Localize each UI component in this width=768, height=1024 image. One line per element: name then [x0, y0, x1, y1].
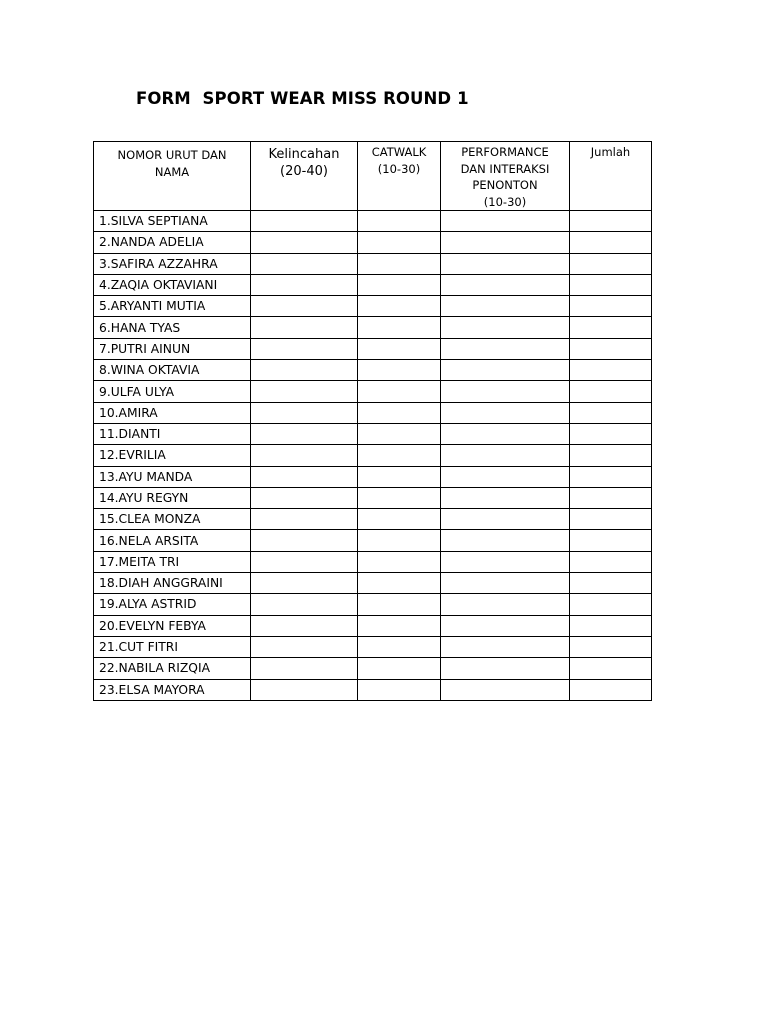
table-row — [94, 466, 652, 487]
performance-score-cell[interactable] — [441, 253, 570, 274]
header-jumlah: Jumlah — [570, 142, 652, 211]
performance-score-cell[interactable] — [441, 636, 570, 657]
participant-name: 3.SAFIRA AZZAHRA — [94, 253, 251, 274]
catwalk-score-cell[interactable] — [358, 530, 441, 551]
kelincahan-score-cell[interactable] — [251, 317, 358, 338]
table-row — [94, 445, 652, 466]
participant-name: 9.ULFA ULYA — [94, 381, 251, 402]
table-row — [94, 658, 652, 679]
performance-score-cell[interactable] — [441, 445, 570, 466]
kelincahan-score-cell[interactable] — [251, 296, 358, 317]
catwalk-score-cell[interactable] — [358, 402, 441, 423]
participant-name: 7.PUTRI AINUN — [94, 338, 251, 359]
catwalk-score-cell[interactable] — [358, 551, 441, 572]
jumlah-score-cell[interactable] — [570, 636, 652, 657]
performance-score-cell[interactable] — [441, 679, 570, 700]
kelincahan-score-cell[interactable] — [251, 360, 358, 381]
catwalk-score-cell[interactable] — [358, 274, 441, 295]
catwalk-score-cell[interactable] — [358, 594, 441, 615]
participant-name: 18.DIAH ANGGRAINI — [94, 573, 251, 594]
participant-name: 1.SILVA SEPTIANA — [94, 211, 251, 232]
participant-name: 20.EVELYN FEBYA — [94, 615, 251, 636]
kelincahan-score-cell[interactable] — [251, 381, 358, 402]
catwalk-score-cell[interactable] — [358, 573, 441, 594]
header-name: NOMOR URUT DAN NAMA — [94, 142, 251, 211]
catwalk-score-cell[interactable] — [358, 360, 441, 381]
participant-name: 11.DIANTI — [94, 423, 251, 444]
performance-score-cell[interactable] — [441, 615, 570, 636]
catwalk-score-cell[interactable] — [358, 679, 441, 700]
table-row — [94, 551, 652, 572]
participant-name: 4.ZAQIA OKTAVIANI — [94, 274, 251, 295]
performance-score-cell[interactable] — [441, 658, 570, 679]
catwalk-score-cell[interactable] — [358, 338, 441, 359]
jumlah-score-cell[interactable] — [570, 253, 652, 274]
jumlah-score-cell[interactable] — [570, 338, 652, 359]
performance-score-cell[interactable] — [441, 466, 570, 487]
catwalk-score-cell[interactable] — [358, 211, 441, 232]
performance-score-cell[interactable] — [441, 423, 570, 444]
performance-score-cell[interactable] — [441, 487, 570, 508]
performance-score-cell[interactable] — [441, 317, 570, 338]
participant-name: 5.ARYANTI MUTIA — [94, 296, 251, 317]
catwalk-score-cell[interactable] — [358, 615, 441, 636]
kelincahan-score-cell[interactable] — [251, 636, 358, 657]
jumlah-score-cell[interactable] — [570, 658, 652, 679]
table-row — [94, 232, 652, 253]
kelincahan-score-cell[interactable] — [251, 423, 358, 444]
catwalk-score-cell[interactable] — [358, 658, 441, 679]
jumlah-score-cell[interactable] — [570, 381, 652, 402]
jumlah-score-cell[interactable] — [570, 402, 652, 423]
participant-name: 2.NANDA ADELIA — [94, 232, 251, 253]
score-table — [93, 141, 652, 701]
catwalk-score-cell[interactable] — [358, 487, 441, 508]
kelincahan-score-cell[interactable] — [251, 615, 358, 636]
table-row — [94, 636, 652, 657]
jumlah-score-cell[interactable] — [570, 317, 652, 338]
performance-score-cell[interactable] — [441, 573, 570, 594]
table-row — [94, 679, 652, 700]
jumlah-score-cell[interactable] — [570, 274, 652, 295]
kelincahan-score-cell[interactable] — [251, 253, 358, 274]
performance-score-cell[interactable] — [441, 232, 570, 253]
table-row — [94, 423, 652, 444]
kelincahan-score-cell[interactable] — [251, 402, 358, 423]
catwalk-score-cell[interactable] — [358, 445, 441, 466]
catwalk-score-cell[interactable] — [358, 381, 441, 402]
catwalk-score-cell[interactable] — [358, 253, 441, 274]
jumlah-score-cell[interactable] — [570, 615, 652, 636]
participant-name: 16.NELA ARSITA — [94, 530, 251, 551]
jumlah-score-cell[interactable] — [570, 679, 652, 700]
kelincahan-score-cell[interactable] — [251, 487, 358, 508]
jumlah-score-cell[interactable] — [570, 445, 652, 466]
participant-name: 10.AMIRA — [94, 402, 251, 423]
table-row — [94, 402, 652, 423]
jumlah-score-cell[interactable] — [570, 360, 652, 381]
kelincahan-score-cell[interactable] — [251, 232, 358, 253]
kelincahan-score-cell[interactable] — [251, 679, 358, 700]
performance-score-cell[interactable] — [441, 211, 570, 232]
kelincahan-score-cell[interactable] — [251, 573, 358, 594]
table-row — [94, 487, 652, 508]
performance-score-cell[interactable] — [441, 509, 570, 530]
participant-name: 19.ALYA ASTRID — [94, 594, 251, 615]
kelincahan-score-cell[interactable] — [251, 274, 358, 295]
jumlah-score-cell[interactable] — [570, 573, 652, 594]
catwalk-score-cell[interactable] — [358, 232, 441, 253]
table-row — [94, 296, 652, 317]
table-row — [94, 360, 652, 381]
catwalk-score-cell[interactable] — [358, 509, 441, 530]
jumlah-score-cell[interactable] — [570, 509, 652, 530]
table-row — [94, 253, 652, 274]
kelincahan-score-cell[interactable] — [251, 594, 358, 615]
participant-name: 8.WINA OKTAVIA — [94, 360, 251, 381]
catwalk-score-cell[interactable] — [358, 636, 441, 657]
catwalk-score-cell[interactable] — [358, 423, 441, 444]
participant-name: 15.CLEA MONZA — [94, 509, 251, 530]
table-row — [94, 615, 652, 636]
table-row — [94, 594, 652, 615]
performance-score-cell[interactable] — [441, 594, 570, 615]
jumlah-score-cell[interactable] — [570, 530, 652, 551]
header-row — [94, 142, 652, 211]
performance-score-cell[interactable] — [441, 381, 570, 402]
table-row — [94, 381, 652, 402]
kelincahan-score-cell[interactable] — [251, 211, 358, 232]
participant-name: 23.ELSA MAYORA — [94, 679, 251, 700]
catwalk-score-cell[interactable] — [358, 317, 441, 338]
jumlah-score-cell[interactable] — [570, 466, 652, 487]
kelincahan-score-cell[interactable] — [251, 658, 358, 679]
jumlah-score-cell[interactable] — [570, 211, 652, 232]
header-performance: PERFORMANCE DAN INTERAKSI PENONTON (10-30) — [441, 142, 570, 211]
kelincahan-score-cell[interactable] — [251, 530, 358, 551]
kelincahan-score-cell[interactable] — [251, 551, 358, 572]
catwalk-score-cell[interactable] — [358, 466, 441, 487]
table-row — [94, 509, 652, 530]
jumlah-score-cell[interactable] — [570, 423, 652, 444]
jumlah-score-cell[interactable] — [570, 594, 652, 615]
jumlah-score-cell[interactable] — [570, 296, 652, 317]
jumlah-score-cell[interactable] — [570, 551, 652, 572]
participant-name: 6.HANA TYAS — [94, 317, 251, 338]
form-title: FORM SPORT WEAR MISS ROUND 1 — [136, 89, 469, 108]
performance-score-cell[interactable] — [441, 402, 570, 423]
participant-name: 13.AYU MANDA — [94, 466, 251, 487]
table-row — [94, 338, 652, 359]
jumlah-score-cell[interactable] — [570, 232, 652, 253]
participant-name: 22.NABILA RIZQIA — [94, 658, 251, 679]
participant-name: 21.CUT FITRI — [94, 636, 251, 657]
performance-score-cell[interactable] — [441, 551, 570, 572]
kelincahan-score-cell[interactable] — [251, 338, 358, 359]
performance-score-cell[interactable] — [441, 338, 570, 359]
performance-score-cell[interactable] — [441, 530, 570, 551]
catwalk-score-cell[interactable] — [358, 296, 441, 317]
participant-name: 14.AYU REGYN — [94, 487, 251, 508]
performance-score-cell[interactable] — [441, 274, 570, 295]
table-row — [94, 573, 652, 594]
kelincahan-score-cell[interactable] — [251, 466, 358, 487]
header-kelincahan: Kelincahan (20-40) — [251, 142, 358, 211]
participant-name: 12.EVRILIA — [94, 445, 251, 466]
performance-score-cell[interactable] — [441, 296, 570, 317]
table-row — [94, 211, 652, 232]
performance-score-cell[interactable] — [441, 360, 570, 381]
jumlah-score-cell[interactable] — [570, 487, 652, 508]
header-catwalk: CATWALK (10-30) — [358, 142, 441, 211]
table-row — [94, 274, 652, 295]
participant-name: 17.MEITA TRI — [94, 551, 251, 572]
kelincahan-score-cell[interactable] — [251, 509, 358, 530]
kelincahan-score-cell[interactable] — [251, 445, 358, 466]
participant-rows — [94, 211, 652, 701]
table-row — [94, 530, 652, 551]
table-row — [94, 317, 652, 338]
